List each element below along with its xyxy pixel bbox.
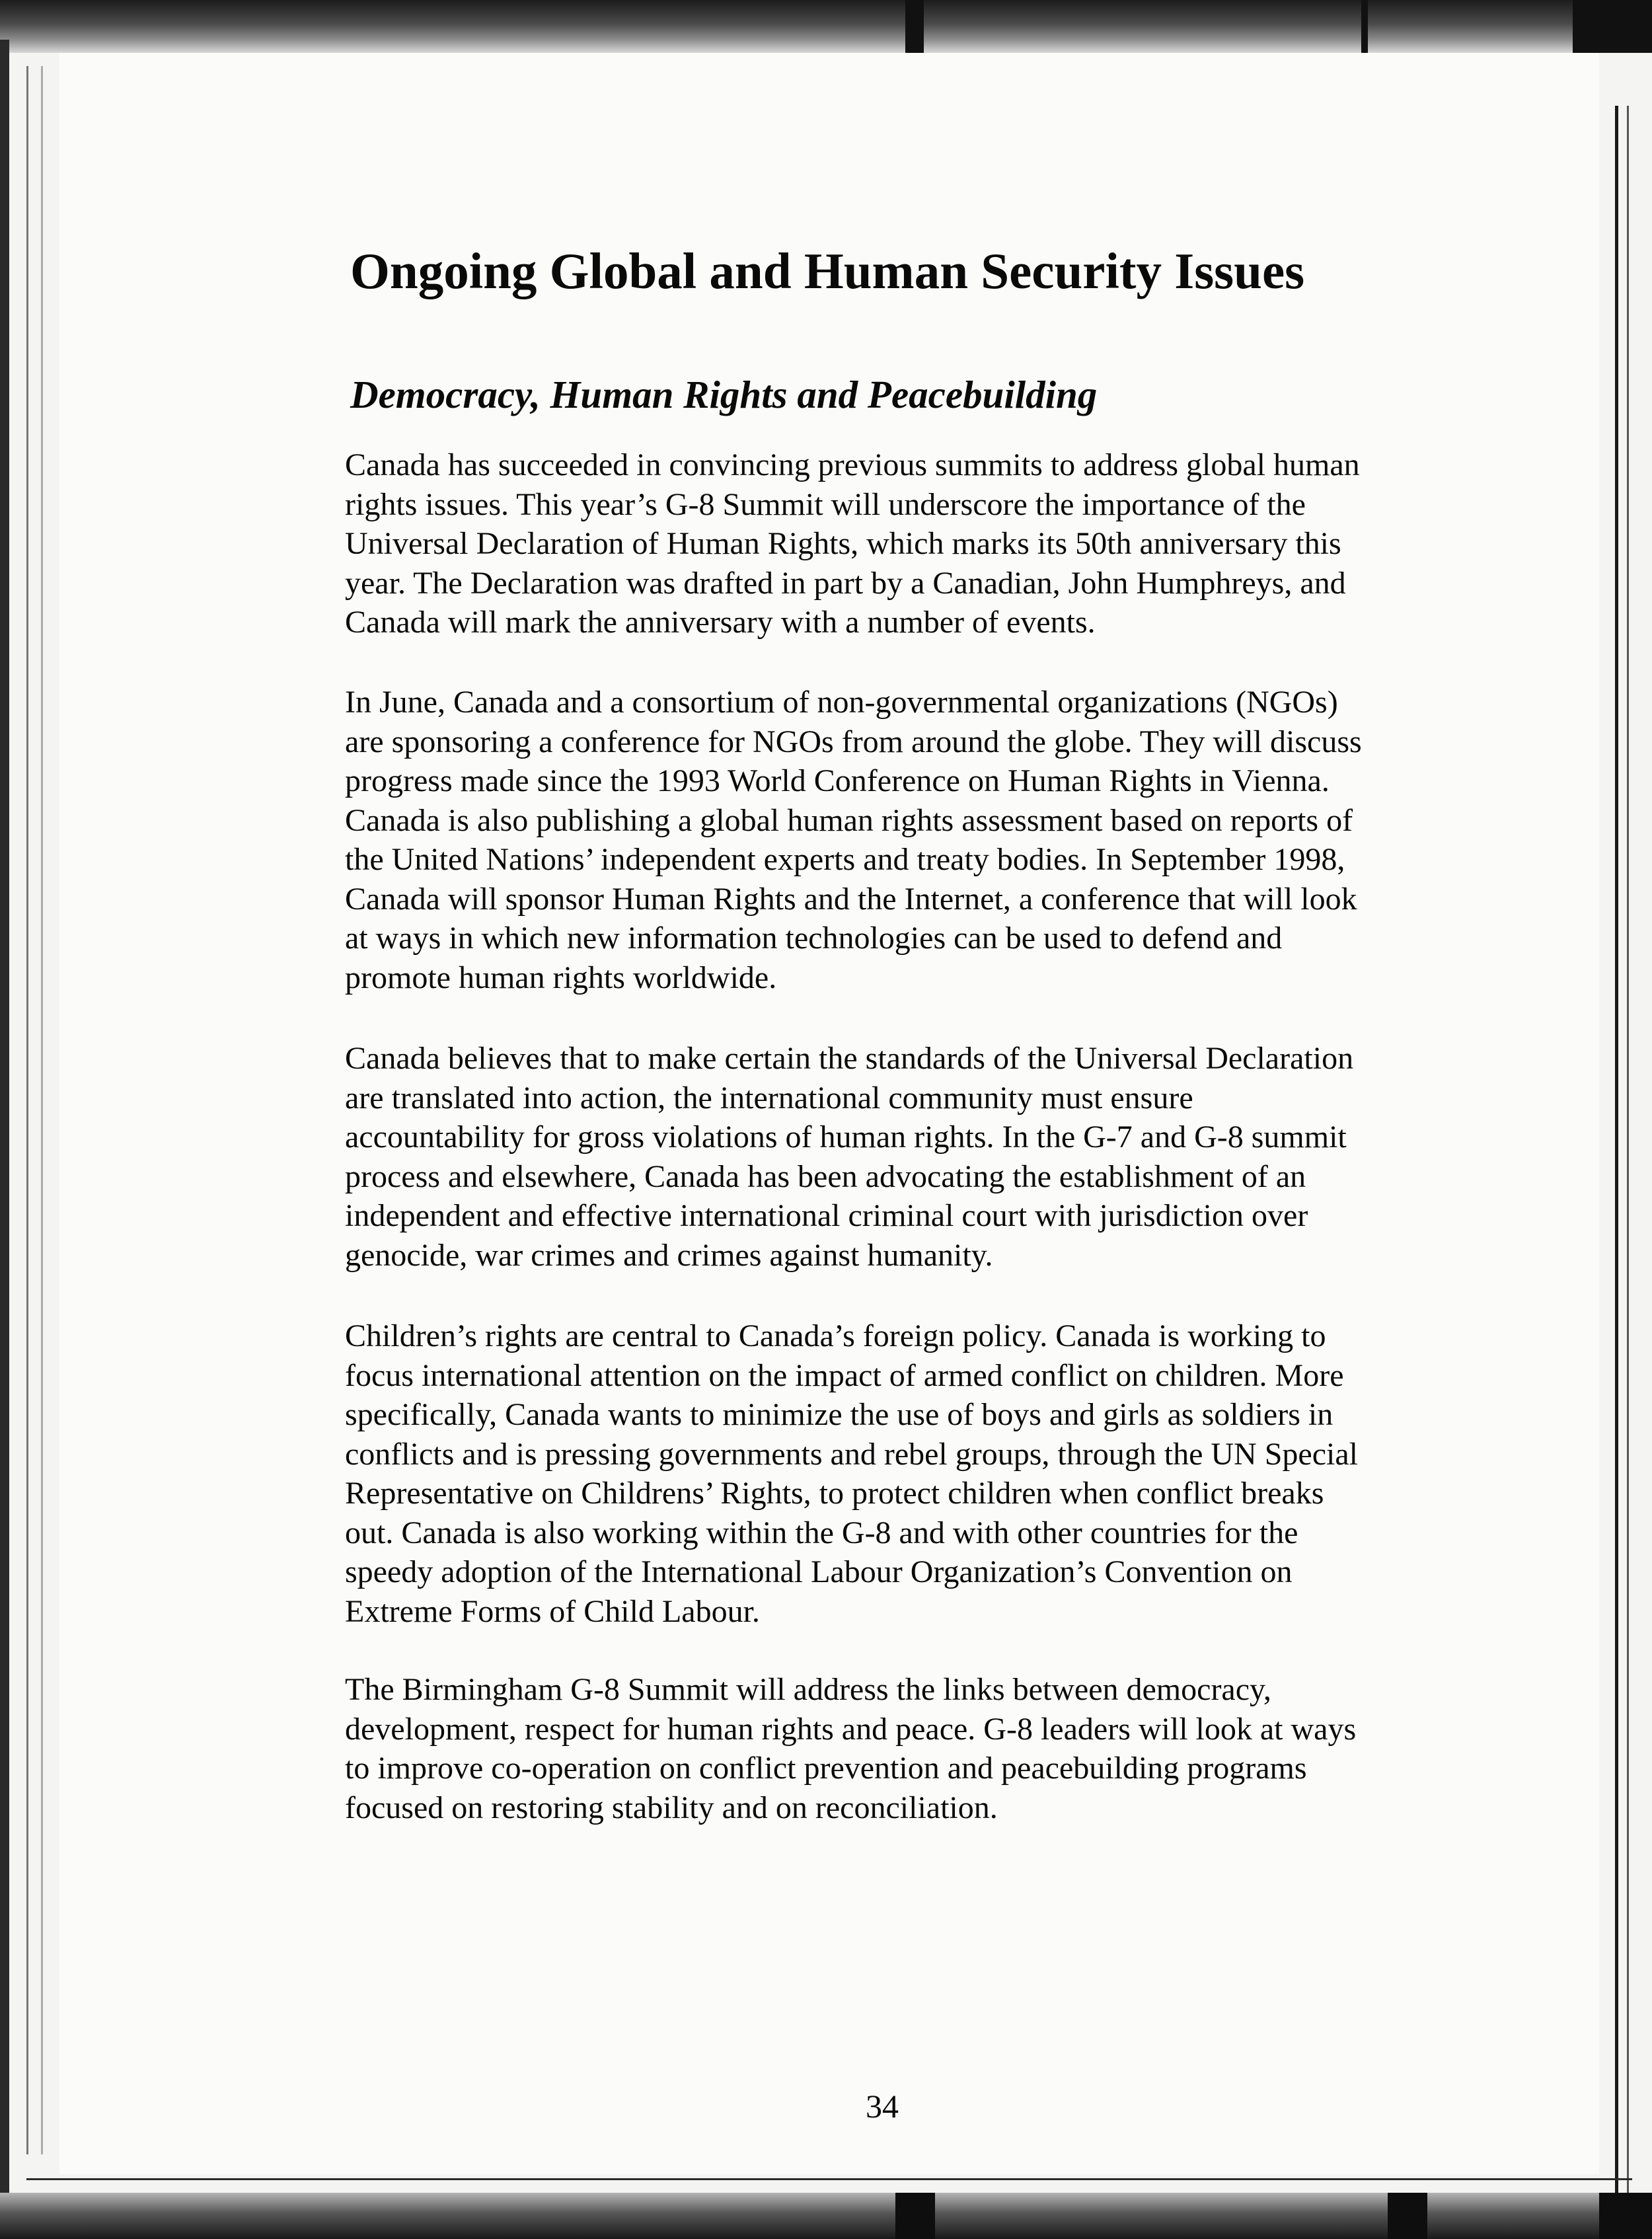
text-line: process and elsewhere, Canada has been advocating the establishment of an bbox=[345, 1158, 1306, 1194]
scan-streak bbox=[905, 0, 924, 53]
text-line: genocide, war crimes and crimes against humanity. bbox=[345, 1237, 993, 1273]
text-line: Representative on Childrens’ Rights, to protect children when conflict breaks bbox=[345, 1476, 1324, 1511]
paragraph-criminal-court bbox=[345, 1039, 1353, 1275]
paragraph-universal-declaration bbox=[345, 445, 1360, 642]
scan-streak bbox=[1573, 0, 1652, 53]
text-line: at ways in which new information technologies can be used to defend and bbox=[345, 921, 1283, 956]
text-line: The Birmingham G-8 Summit will address the links between democracy, bbox=[345, 1672, 1271, 1707]
text-line: conflicts and is pressing governments and rebel groups, through the UN Special bbox=[345, 1436, 1358, 1472]
text-line: progress made since the 1993 World Conference on Human Rights in Vienna. bbox=[345, 763, 1330, 798]
text-line: Canada will mark the anniversary with a number of events. bbox=[345, 605, 1096, 640]
page-edge-line bbox=[41, 66, 43, 2154]
text-line: out. Canada is also working within the G-8 and with other countries for the bbox=[345, 1515, 1298, 1550]
text-line: are translated into action, the international community must ensure bbox=[345, 1080, 1193, 1116]
paragraph-childrens-rights bbox=[345, 1316, 1358, 1631]
scan-streak bbox=[1599, 2193, 1652, 2239]
document-title: Ongoing Global and Human Security Issues bbox=[350, 243, 1305, 299]
paragraph-ngo-conference bbox=[345, 683, 1362, 997]
paragraph-birmingham-summit bbox=[345, 1670, 1356, 1827]
text-line: Extreme Forms of Child Labour. bbox=[345, 1593, 760, 1629]
text-line: are sponsoring a conference for NGOs from around the globe. They will discuss bbox=[345, 724, 1362, 759]
text-line: Children’s rights are central to Canada’s foreign policy. Canada is working to bbox=[345, 1318, 1326, 1353]
text-line: speedy adoption of the International Labour Organization’s Convention on bbox=[345, 1554, 1293, 1589]
text-line: focused on restoring stability and on reconciliation. bbox=[345, 1790, 998, 1825]
text-line: specifically, Canada wants to minimize the use of boys and girls as soldiers in bbox=[345, 1397, 1333, 1432]
text-line: the United Nations’ independent experts and treaty bodies. In September 1998, bbox=[345, 842, 1345, 877]
page-bottom-rule bbox=[26, 2178, 1632, 2180]
text-line: year. The Declaration was drafted in part by a Canadian, John Humphreys, and bbox=[345, 565, 1346, 601]
page-edge-line bbox=[1615, 106, 1618, 2194]
page-number: 34 bbox=[866, 2088, 899, 2125]
text-line: independent and effective international criminal court with jurisdiction over bbox=[345, 1198, 1308, 1233]
text-line: Canada will sponsor Human Rights and the Internet, a conference that will look bbox=[345, 881, 1357, 917]
text-line: In June, Canada and a consortium of non-governmental organizations (NGOs) bbox=[345, 685, 1338, 720]
scan-streak bbox=[895, 2193, 935, 2239]
text-line: Canada is also publishing a global human rights assessment based on reports of bbox=[345, 802, 1353, 838]
scan-streak bbox=[1388, 2193, 1427, 2239]
scan-border-top bbox=[0, 0, 1652, 53]
text-line: rights issues. This year’s G-8 Summit will underscore the importance of the bbox=[345, 486, 1306, 522]
page-edge-line bbox=[26, 66, 28, 2154]
text-line: development, respect for human rights and peace. G-8 leaders will look at ways bbox=[345, 1711, 1357, 1747]
text-line: focus international attention on the impact of armed conflict on children. More bbox=[345, 1357, 1344, 1393]
text-line: accountability for gross violations of human rights. In the G-7 and G-8 summit bbox=[345, 1120, 1347, 1155]
text-line: to improve co-operation on conflict prevention and peacebuilding programs bbox=[345, 1751, 1307, 1786]
text-line: Universal Declaration of Human Rights, which marks its 50th anniversary this bbox=[345, 526, 1341, 561]
scan-border-left bbox=[0, 40, 9, 2207]
text-line: promote human rights worldwide. bbox=[345, 960, 777, 995]
text-line: Canada has succeeded in convincing previous summits to address global human bbox=[345, 447, 1360, 482]
section-heading: Democracy, Human Rights and Peacebuilding bbox=[350, 373, 1098, 416]
page-edge-line bbox=[1627, 106, 1629, 2194]
scan-streak bbox=[1361, 0, 1368, 53]
text-line: Canada believes that to make certain the standards of the Universal Declaration bbox=[345, 1041, 1354, 1076]
